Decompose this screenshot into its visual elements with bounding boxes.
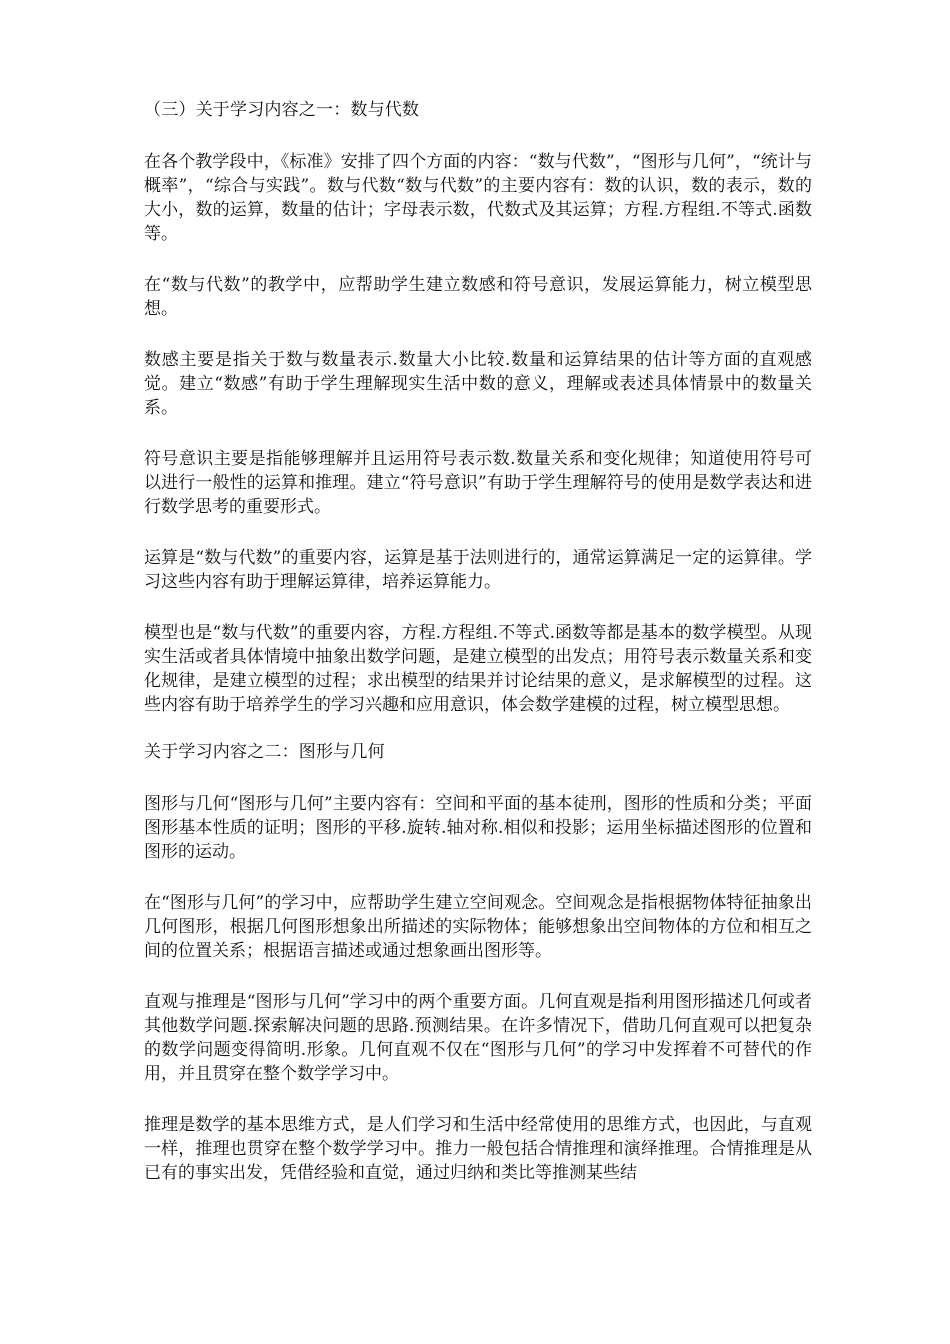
paragraph: 在各个教学段中，《标准》安排了四个方面的内容：“数与代数”，“图形与几何”，“统计与概率”，“综合与实践”。数与代数“数与代数”的主要内容有：数的认识，数的表示，数的大小，数的运算，数量的估计；字母表示数，代数式及其运算；方程.方程组.不等式.函数等。	[144, 152, 812, 244]
paragraph: 推理是数学的基本思维方式，是人们学习和生活中经常使用的思维方式，也因此，与直观一样，推理也贯穿在整个数学学习中。推力一般包括合情推理和演绎推理。合情推理是从已有的事实出发，凭借经验和直觉，通过归纳和类比等推测某些结	[144, 1115, 812, 1183]
paragraph: 符号意识主要是指能够理解并且运用符号表示数.数量关系和变化规律；知道使用符号可以进行一般性的运算和推理。建立“符号意识”有助于学生理解符号的使用是数学表达和进行数学思考的重要形式。	[144, 449, 812, 517]
paragraph: 数感主要是指关于数与数量表示.数量大小比较.数量和运算结果的估计等方面的直观感觉。建立“数感”有助于学生理解现实生活中数的意义，理解或表述具体情景中的数量关系。	[144, 350, 812, 418]
paragraph: 图形与几何“图形与几何”主要内容有：空间和平面的基本徒刑，图形的性质和分类；平面图形基本性质的证明；图形的平移.旋转.轴对称.相似和投影；运用坐标描述图形的位置和图形的运动。	[144, 794, 812, 862]
paragraph: 模型也是“数与代数”的重要内容，方程.方程组.不等式.函数等都是基本的数学模型。从现实生活或者具体情境中抽象出数学问题，是建立模型的出发点；用符号表示数量关系和变化规律，是建立模型的过程；求出模型的结果并讨论结果的意义，是求解模型的过程。这些内容有助于培养学生的学习兴趣和应用意识，体会数学建模的过程，树立模型思想。	[144, 623, 812, 715]
paragraph: 运算是“数与代数”的重要内容，运算是基于法则进行的，通常运算满足一定的运算律。学习这些内容有助于理解运算律，培养运算能力。	[144, 548, 812, 592]
paragraph: 直观与推理是“图形与几何”学习中的两个重要方面。几何直观是指利用图形描述几何或者其他数学问题.探索解决问题的思路.预测结果。在许多情况下，借助几何直观可以把复杂的数学问题变得简明.形象。几何直观不仅在“图形与几何”的学习中发挥着不可替代的作用，并且贯穿在整个数学学习中。	[144, 992, 812, 1084]
paragraph: 在“图形与几何”的学习中，应帮助学生建立空间观念。空间观念是指根据物体特征抽象出几何图形，根据几何图形想象出所描述的实际物体；能够想象出空间物体的方位和相互之间的位置关系；根据语言描述或通过想象画出图形等。	[144, 893, 812, 961]
section-heading-number-algebra: （三）关于学习内容之一：数与代数	[144, 100, 420, 120]
paragraph: 在“数与代数”的教学中，应帮助学生建立数感和符号意识，发展运算能力，树立模型思想。	[144, 275, 812, 319]
section-heading-geometry: 关于学习内容之二：图形与几何	[144, 742, 385, 762]
document-page	[144, 97, 812, 1212]
